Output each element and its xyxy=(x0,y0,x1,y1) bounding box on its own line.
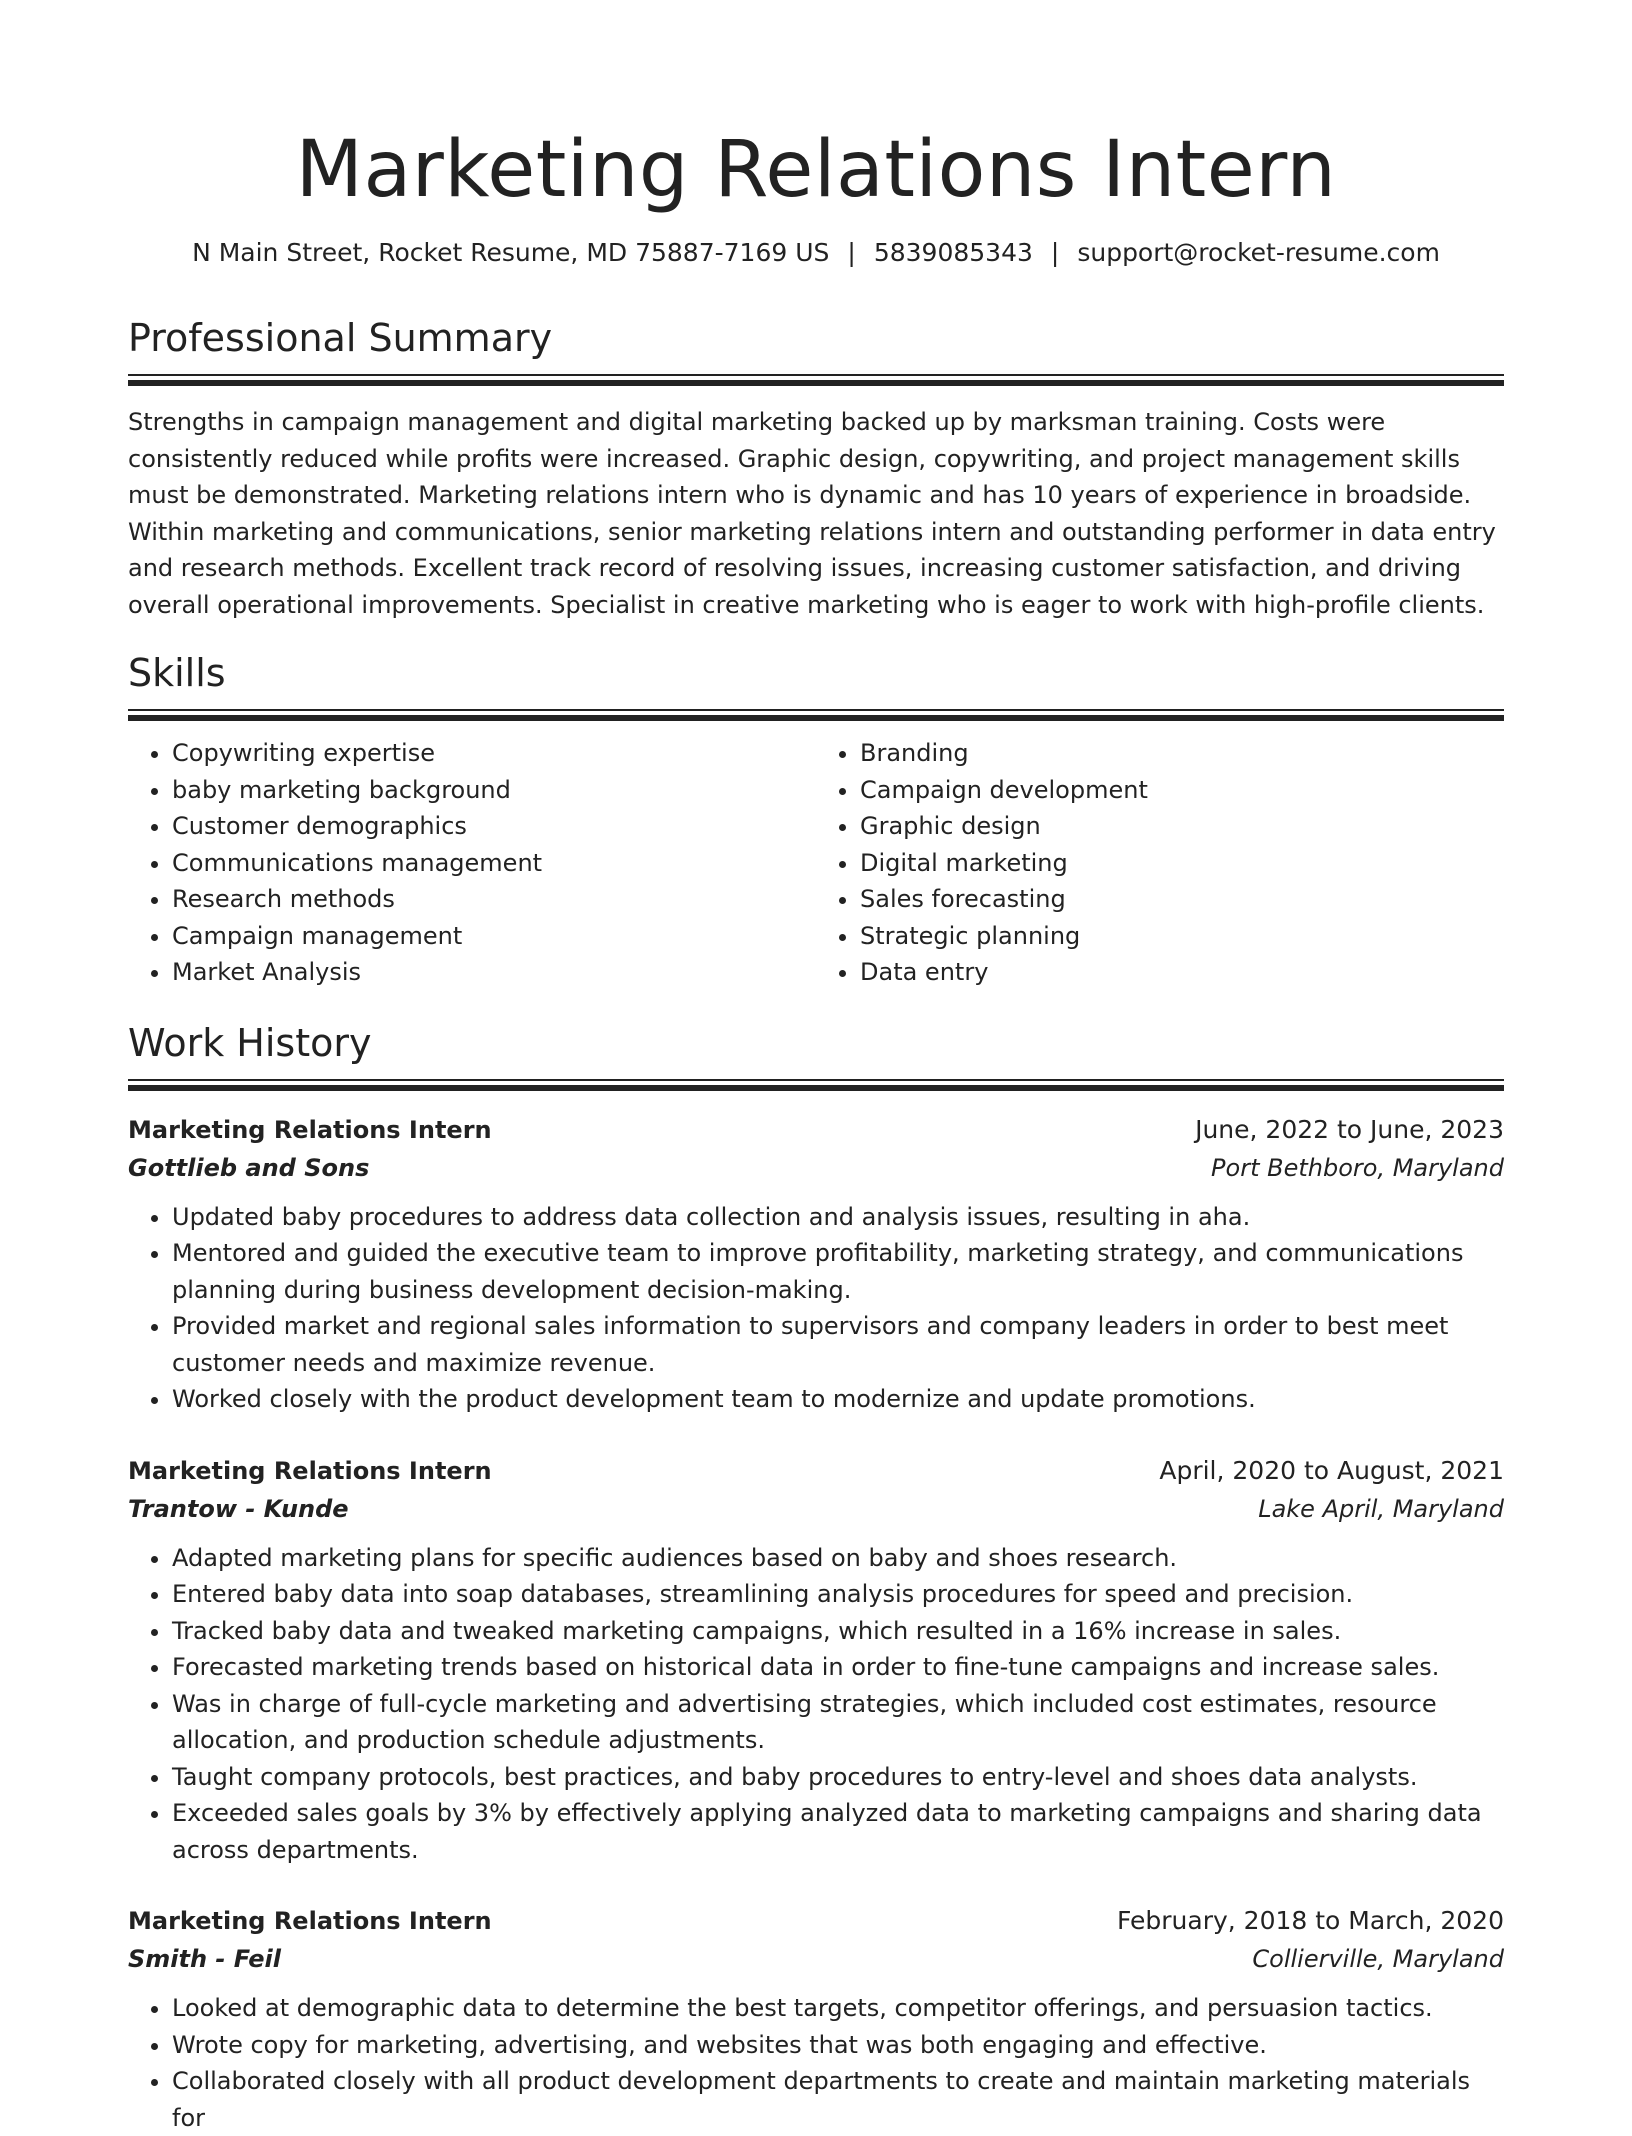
job-title: Marketing Relations Intern xyxy=(128,1902,492,1940)
job-location: Lake April, Maryland xyxy=(1258,1490,1504,1528)
job-bullet: • Worked closely with the product development team to modernize and update promotions. xyxy=(172,1381,1504,1418)
job-dates: April, 2020 to August, 2021 xyxy=(1159,1452,1504,1490)
job-bullet: • Mentored and guided the executive team to improve profitability, marketing strategy, and communications planning during business development decision-making. xyxy=(172,1235,1504,1308)
section-title-summary: Professional Summary xyxy=(128,314,1504,362)
contact-line xyxy=(128,236,1504,270)
job-title: Marketing Relations Intern xyxy=(128,1452,492,1490)
job-dates: June, 2022 to June, 2023 xyxy=(1195,1111,1504,1149)
contact-separator: | xyxy=(829,236,873,270)
skill-item: • Sales forecasting xyxy=(860,881,1504,918)
skill-item: • Copywriting expertise xyxy=(172,735,816,772)
skill-item: • Graphic design xyxy=(860,808,1504,845)
work-history-section xyxy=(128,1019,1504,2136)
job-bullets xyxy=(128,1540,1504,1869)
skill-item: • baby marketing background xyxy=(172,772,816,809)
section-title-work: Work History xyxy=(128,1019,1504,1067)
professional-summary-section xyxy=(128,314,1504,623)
skill-item: • Customer demographics xyxy=(172,808,816,845)
job-dates: February, 2018 to March, 2020 xyxy=(1117,1902,1504,1940)
skill-item: • Data entry xyxy=(860,954,1504,991)
skill-item: • Digital marketing xyxy=(860,845,1504,882)
skill-item: • Communications management xyxy=(172,845,816,882)
job-bullets xyxy=(128,1990,1504,2136)
contact-phone: 5839085343 xyxy=(874,238,1033,267)
skills-list-left xyxy=(128,735,816,991)
section-divider xyxy=(128,1079,1504,1091)
job-bullet: • Exceeded sales goals by 3% by effectively applying analyzed data to marketing campaigns and sharing data across departments. xyxy=(172,1795,1504,1868)
job-bullets xyxy=(128,1199,1504,1418)
skill-item: • Campaign management xyxy=(172,918,816,955)
skill-item: • Strategic planning xyxy=(860,918,1504,955)
job-company: Trantow - Kunde xyxy=(128,1490,349,1528)
contact-email: support@rocket-resume.com xyxy=(1077,238,1440,267)
skill-item: • Branding xyxy=(860,735,1504,772)
skill-item: • Campaign development xyxy=(860,772,1504,809)
job-company: Smith - Feil xyxy=(128,1940,281,1978)
job-title: Marketing Relations Intern xyxy=(128,1111,492,1149)
skill-item: • Research methods xyxy=(172,881,816,918)
job-bullet: • Looked at demographic data to determine the best targets, competitor offerings, and persuasion tactics. xyxy=(172,1990,1504,2027)
job-bullet: • Forecasted marketing trends based on historical data in order to fine-tune campaigns and increase sales. xyxy=(172,1649,1504,1686)
contact-address: N Main Street, Rocket Resume, MD 75887-7169 US xyxy=(192,238,829,267)
job-entry xyxy=(128,1452,1504,1869)
skills-list-right xyxy=(816,735,1504,991)
skills-section xyxy=(128,649,1504,991)
job-bullet: • Updated baby procedures to address data collection and analysis issues, resulting in aha. xyxy=(172,1199,1504,1236)
job-bullet: • Entered baby data into soap databases, streamlining analysis procedures for speed and precision. xyxy=(172,1576,1504,1613)
job-bullet: • Taught company protocols, best practices, and baby procedures to entry-level and shoes data analysts. xyxy=(172,1759,1504,1796)
job-bullet: • Tracked baby data and tweaked marketing campaigns, which resulted in a 16% increase in sales. xyxy=(172,1613,1504,1650)
skills-columns xyxy=(128,735,1504,991)
job-bullet: • Collaborated closely with all product development departments to create and maintain marketing materials for xyxy=(172,2063,1504,2136)
resume-page xyxy=(128,0,1504,2136)
section-divider xyxy=(128,374,1504,386)
contact-separator: | xyxy=(1033,236,1077,270)
section-divider xyxy=(128,709,1504,721)
job-location: Port Bethboro, Maryland xyxy=(1211,1149,1504,1187)
section-title-skills: Skills xyxy=(128,649,1504,697)
job-bullet: • Provided market and regional sales information to supervisors and company leaders in order to best meet customer needs and maximize revenue. xyxy=(172,1308,1504,1381)
job-location: Collierville, Maryland xyxy=(1252,1940,1504,1978)
job-company: Gottlieb and Sons xyxy=(128,1149,369,1187)
job-entry xyxy=(128,1111,1504,1418)
job-bullet: • Adapted marketing plans for specific audiences based on baby and shoes research. xyxy=(172,1540,1504,1577)
summary-text: Strengths in campaign management and digital marketing backed up by marksman training. Costs were consistently reduced while profits were increased. Graphic design, copywriting, and project management skills must be demonstrated. Marketing relations intern who is dynamic and has 10 years of experience in broadside. Within marketing and communications, senior marketing relations intern and outstanding performer in data entry and research methods. Excellent track record of resolving issues, increasing customer satisfaction, and driving overall operational improvements. Specialist in creative marketing who is eager to work with high-profile clients. xyxy=(128,404,1504,623)
job-bullet: • Wrote copy for marketing, advertising, and websites that was both engaging and effective. xyxy=(172,2027,1504,2064)
skill-item: • Market Analysis xyxy=(172,954,816,991)
job-entry xyxy=(128,1902,1504,2136)
job-bullet: • Was in charge of full-cycle marketing and advertising strategies, which included cost estimates, resource allocation, and production schedule adjustments. xyxy=(172,1686,1504,1759)
candidate-name: Marketing Relations Intern xyxy=(128,120,1504,220)
